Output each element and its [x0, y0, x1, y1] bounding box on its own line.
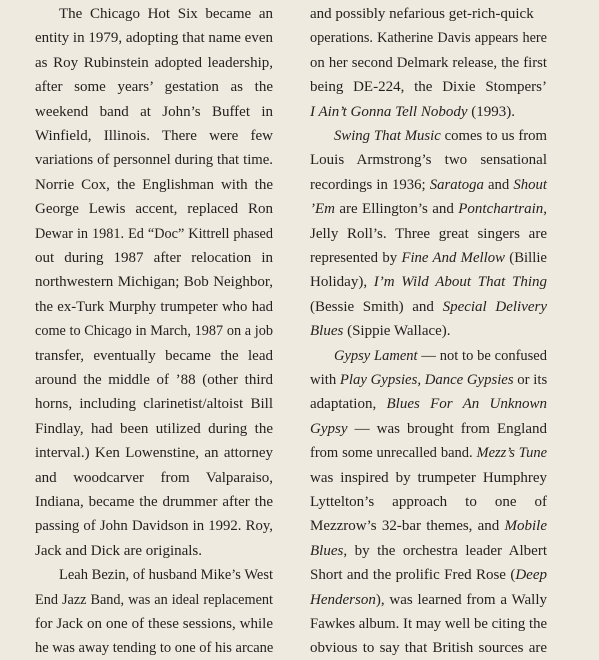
italic-text-run: I Ain’t Gonna Tell Nobody: [310, 103, 468, 120]
text-run: as Roy Rubinstein adopted leadership,: [35, 54, 273, 71]
text-run: with: [310, 372, 340, 388]
italic-text-run: Swing That Music: [334, 128, 441, 144]
text-line: [35, 222, 273, 246]
text-run: ), was learned from a Wally: [375, 591, 547, 608]
text-line: [310, 51, 547, 75]
italic-text-run: I’m Wild About That Thing: [373, 274, 547, 291]
text-run: interval.) Ken Lowenstine, an attorney: [35, 445, 273, 462]
text-run: Holiday),: [310, 274, 374, 291]
text-run: George Lewis accent, replaced Ron: [35, 201, 273, 218]
text-line: [35, 100, 273, 124]
italic-text-run: Play Gypsies, Dance Gypsies: [339, 372, 514, 388]
text-line: [310, 270, 547, 294]
text-run: horns, including clarinetist/altoist Bill: [35, 396, 273, 413]
italic-text-run: Mezz’s Tune: [476, 445, 547, 462]
text-run: entity in 1979, adopting that name even: [35, 30, 273, 47]
text-run: Indiana, became the drummer after the: [35, 494, 273, 510]
text-line: [35, 588, 273, 612]
italic-text-run: Blues: [310, 542, 344, 559]
text-run: Short and the prolific Fred Rose (: [310, 567, 516, 584]
text-line: [310, 466, 547, 490]
text-line: [35, 26, 273, 50]
text-run: The Chicago Hot Six became an: [59, 6, 273, 22]
text-line: [35, 319, 273, 343]
italic-text-run: Mobile: [504, 518, 547, 535]
text-line: [35, 466, 273, 490]
italic-text-run: Gypsy: [310, 420, 348, 437]
text-line: [35, 368, 273, 392]
text-run: the ex-Turk Murphy trumpeter who had: [35, 298, 273, 315]
text-line: [35, 417, 273, 441]
text-line: [35, 295, 273, 319]
text-run: — was brought from England: [347, 420, 547, 437]
text-run: was inspired by trumpeter Humphrey: [310, 469, 547, 486]
text-run: obvious to say that British sources are: [310, 640, 547, 657]
text-line: [310, 319, 547, 343]
text-line: [334, 124, 547, 148]
text-line: [310, 100, 547, 124]
text-line: [310, 148, 547, 172]
text-line: [35, 636, 273, 660]
text-run: represented by: [310, 250, 402, 266]
text-run: Findlay, had been utilized during the: [35, 420, 273, 437]
text-run: are Ellington’s and: [335, 201, 459, 218]
text-line: [35, 148, 273, 172]
text-run: Jelly Roll’s. Three great singers are: [310, 225, 547, 242]
italic-text-run: Fine And Mellow: [401, 250, 505, 266]
text-run: northwestern Michigan; Bob Neighbor,: [35, 274, 273, 291]
text-line: [35, 490, 273, 514]
text-run: End Jazz Band, was an ideal replacement: [35, 591, 273, 608]
text-run: he was away tending to one of his arcane: [35, 640, 274, 657]
text-line: [35, 441, 273, 465]
text-run: variations of personnel during that time.: [35, 152, 273, 169]
text-run: (Bessie Smith) and: [310, 298, 443, 315]
text-run: transfer, eventually became the lead: [35, 347, 273, 364]
text-line: [35, 392, 273, 416]
text-run: come to Chicago in March, 1987 on a job: [35, 323, 273, 340]
italic-text-run: Gypsy Lament: [334, 347, 418, 364]
text-line: [310, 222, 547, 246]
text-run: (Billie: [504, 250, 547, 266]
text-line: [59, 2, 273, 26]
text-run: Jack and Dick are originals.: [35, 542, 203, 559]
text-run: Norrie Cox, the Englishman with the: [35, 176, 273, 193]
text-line: [35, 612, 273, 636]
italic-text-run: Henderson: [310, 591, 376, 608]
text-run: being DE-224, the Dixie Stompers’: [310, 79, 547, 96]
italic-text-run: Special Delivery: [442, 298, 548, 315]
italic-text-run: Blues: [310, 323, 344, 340]
text-run: or its: [513, 372, 548, 388]
text-run: comes to us from: [440, 128, 547, 144]
italic-text-run: Shout: [513, 176, 548, 193]
text-run: (Sippie Wallace).: [343, 323, 451, 340]
text-run: and woodcarver from Valparaiso,: [35, 469, 273, 486]
text-line: [310, 26, 547, 50]
text-line: [310, 197, 547, 221]
text-line: [310, 588, 547, 612]
italic-text-run: Pontchartrain: [458, 201, 544, 218]
text-line: [310, 173, 547, 197]
text-run: after some years’ gestation as the: [35, 79, 273, 96]
text-line: [310, 490, 547, 514]
text-run: (1993).: [467, 103, 516, 120]
text-line: [35, 514, 273, 538]
text-run: Lyttelton’s approach to one of: [310, 494, 547, 510]
text-line: [310, 636, 547, 660]
text-line: [310, 612, 547, 636]
text-run: , by the orchestra leader Albert: [343, 542, 547, 559]
text-run: passing of John Davidson in 1992. Roy,: [35, 518, 273, 535]
text-line: [59, 563, 273, 587]
text-line: [35, 539, 273, 563]
text-run: and: [483, 176, 514, 193]
text-line: [35, 173, 273, 197]
text-run: around the middle of ’88 (other third: [35, 372, 273, 388]
text-line: [310, 246, 547, 270]
text-line: [310, 539, 547, 563]
text-line: [35, 246, 273, 270]
text-line: [310, 514, 547, 538]
text-run: Winfield, Illinois. There were few: [35, 128, 273, 144]
text-line: [310, 392, 547, 416]
text-run: ,: [543, 201, 547, 218]
text-line: [35, 344, 273, 368]
text-line: [310, 417, 547, 441]
text-run: Louis Armstrong’s two sensational: [310, 152, 547, 169]
italic-text-run: Saratoga: [429, 176, 484, 193]
text-run: — not to be confused: [417, 347, 547, 364]
text-line: [310, 441, 547, 465]
text-run: adaptation,: [310, 396, 387, 413]
text-line: [35, 51, 273, 75]
text-line: [334, 344, 547, 368]
text-run: Mezzrow’s 32-bar themes, and: [310, 518, 505, 535]
text-run: Leah Bezin, of husband Mike’s West: [59, 567, 273, 584]
text-line: [310, 75, 547, 99]
text-line: [35, 75, 273, 99]
text-line: [310, 563, 547, 587]
text-run: operations. Katherine Davis appears here: [310, 30, 547, 47]
text-line: [35, 197, 273, 221]
text-run: Fawkes album. It may well be citing the: [310, 616, 547, 632]
italic-text-run: ’Em: [310, 201, 335, 218]
text-line: [35, 270, 273, 294]
text-run: for Jack on one of these sessions, while: [35, 616, 273, 632]
text-line: [310, 2, 547, 26]
text-run: Dewar in 1981. Ed “Doc” Kittrell phased: [35, 225, 273, 242]
text-run: from some unrecalled band.: [310, 445, 477, 462]
text-run: weekend band at John’s Buffet in: [35, 103, 273, 120]
text-run: out during 1987 after relocation in: [35, 250, 273, 266]
text-line: [35, 124, 273, 148]
text-run: on her second Delmark release, the first: [310, 54, 547, 71]
italic-text-run: Blues For An Unknown: [386, 396, 547, 413]
text-line: [310, 295, 547, 319]
text-run: and possibly nefarious get-rich-quick: [310, 6, 534, 22]
text-line: [310, 368, 547, 392]
text-run: recordings in 1936;: [310, 176, 430, 193]
italic-text-run: Deep: [515, 567, 547, 584]
